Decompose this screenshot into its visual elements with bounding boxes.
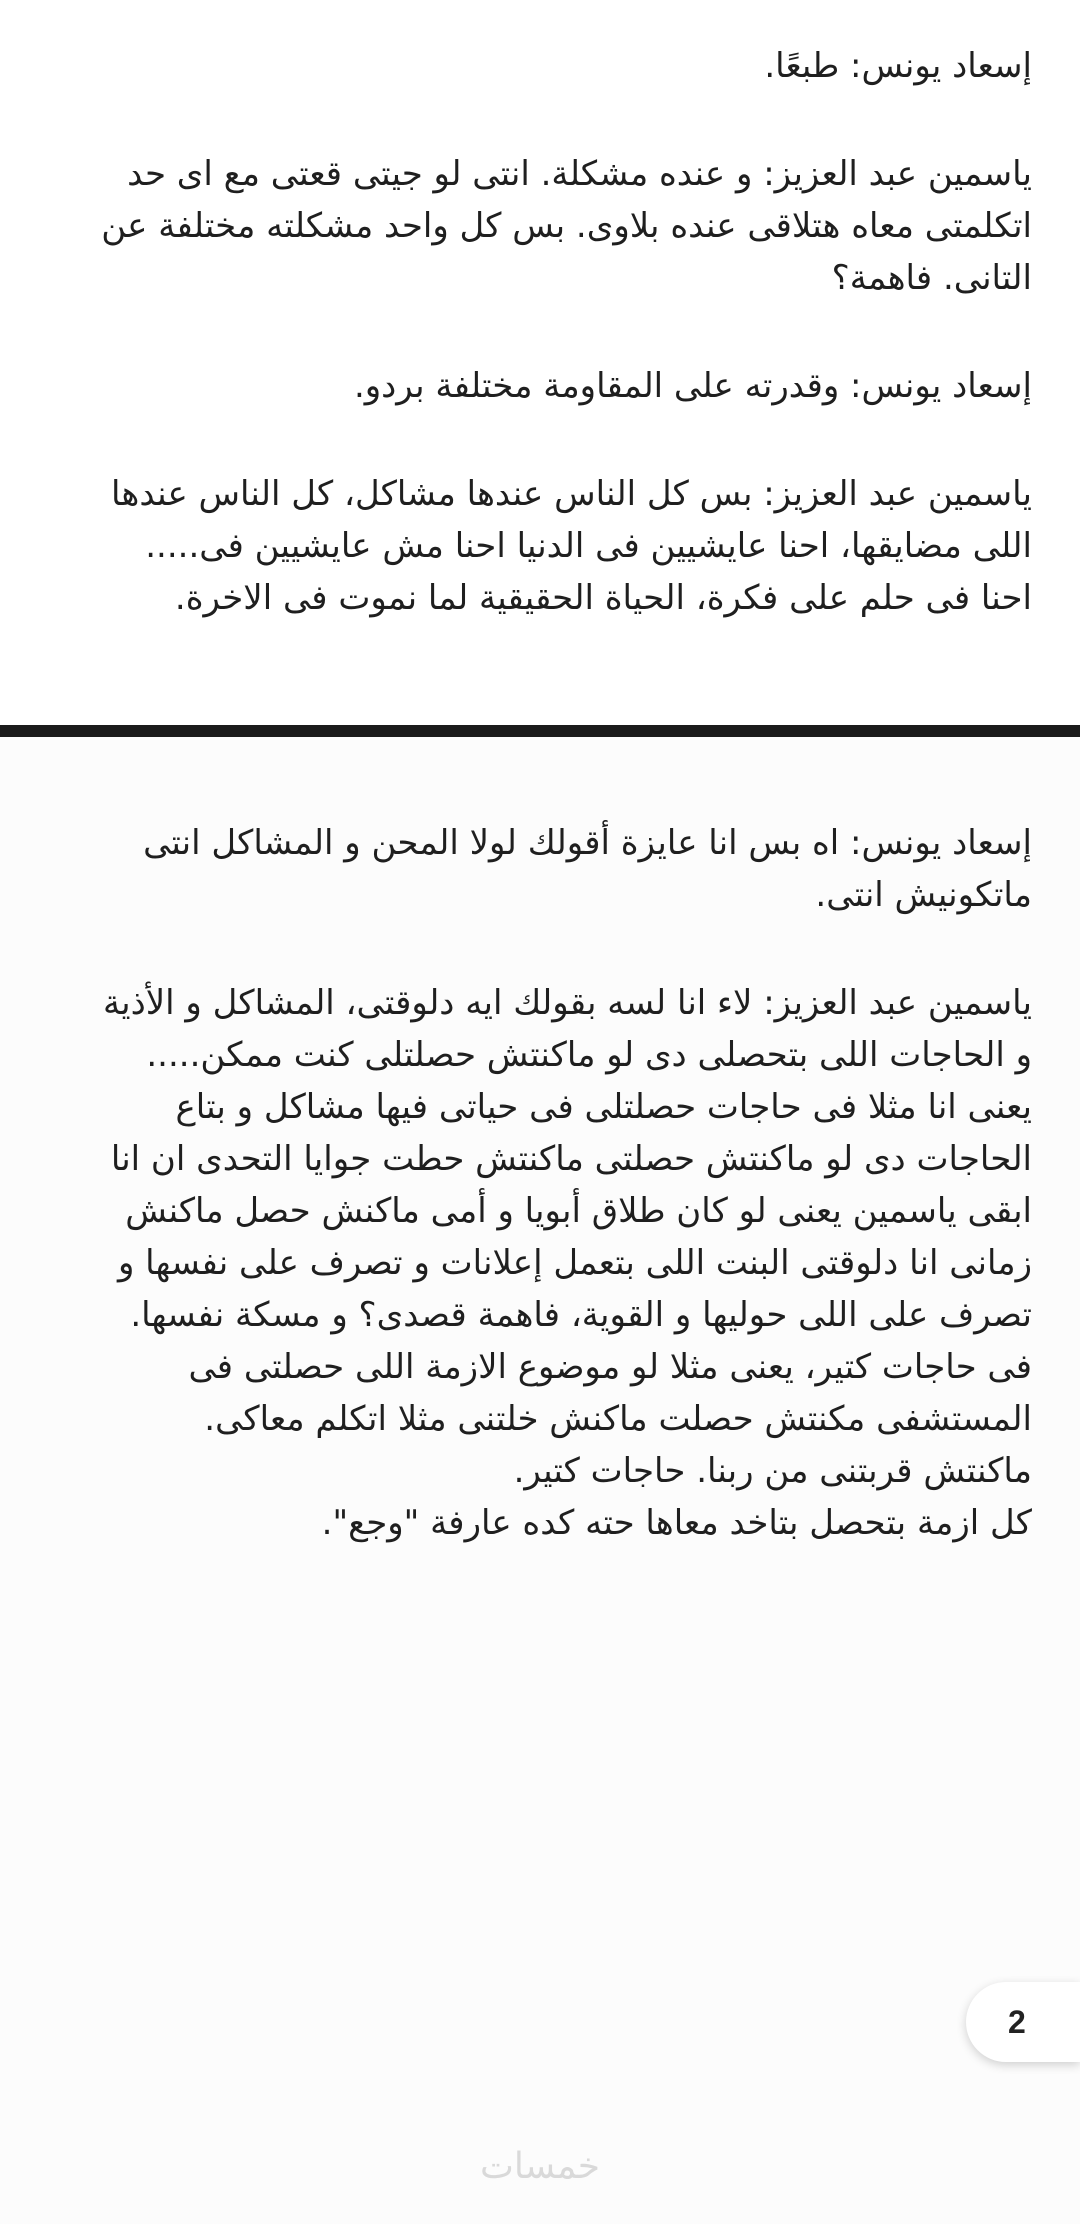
dialogue-paragraph: إسعاد يونس: وقدرته على المقاومة مختلفة بردو. — [353, 366, 1032, 406]
dialogue-paragraph: إسعاد يونس: طبعًا. — [764, 46, 1032, 86]
dialogue-paragraph: ياسمين عبد العزيز: بس كل الناس عندها مشاكل، كل الناس عندها اللى مضايقها، احنا عايشيين فى الدنيا احنا مش عايشيين فى..... احنا فى حلم على فكرة، الحياة الحقيقية لما نموت فى الاخرة. — [111, 474, 1032, 618]
watermark-text: خمسات — [479, 2146, 601, 2187]
watermark-logo — [0, 2146, 1080, 2187]
page-divider — [0, 725, 1080, 737]
page-number-indicator[interactable] — [966, 1982, 1080, 2062]
dialogue-paragraph: إسعاد يونس: اه بس انا عايزة أقولك لولا المحن و المشاكل انتى ماتكونيش انتى. — [143, 823, 1032, 915]
page-number-label: 2 — [1008, 2003, 1026, 2040]
document-page-2 — [0, 737, 1080, 2224]
document-page-1 — [0, 0, 1080, 725]
dialogue-paragraph: ياسمين عبد العزيز: لاء انا لسه بقولك ايه دلوقتى، المشاكل و الأذية و الحاجات اللى بتحصلى دى لو ماكنتش حصلتلى كنت ممكن..... يعنى انا مثلا فى حاجات حصلتلى فى حياتى فيها مشاكل و بتاع الحاجات دى لو ماكنتش حصلتى ماكنتش حطت جوايا التحدى ان انا ابقى ياسمين يعنى لو كان طلاق أبويا و أمى ماكنش حصل ماكنش زمانى انا دلوقتى البنت اللى بتعمل إعلانات و تصرف على نفسها و تصرف على اللى حوليها و القوية، فاهمة قصدى؟ و مسكة نفسها. فى حاجات كتير، يعنى مثلا لو موضوع الازمة اللى حصلتى فى المستشفى مكنتش حصلت ماكنش خلتنى مثلا اتكلم معاكى. ماكنتش قربتنى من ربنا. حاجات كتير. كل ازمة بتحصل بتاخد معاها حته كده عارفة "وجع". — [102, 983, 1032, 1543]
dialogue-paragraph: ياسمين عبد العزيز: و عنده مشكلة. انتى لو جيتى قعتى مع اى حد اتكلمتى معاه هتلاقى عنده بلاوى. بس كل واحد مشكلته مختلفة عن التانى. فاهمة؟ — [101, 154, 1032, 298]
